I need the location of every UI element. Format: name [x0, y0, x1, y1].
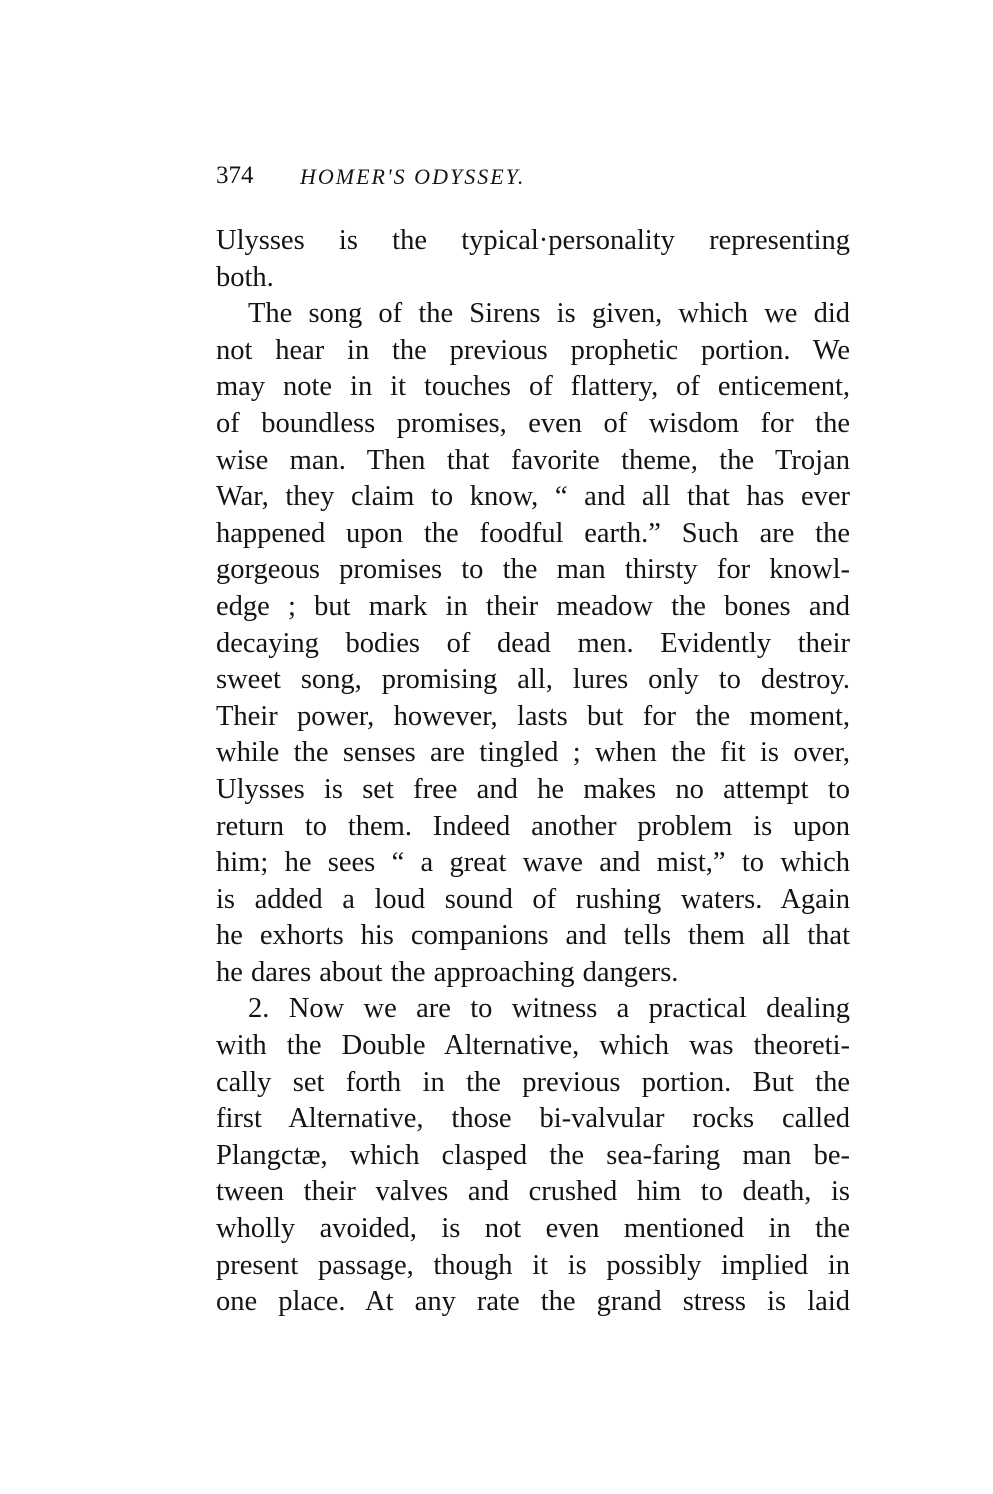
text-line: while the senses are tingled ; when the fit is over, — [216, 737, 850, 769]
text-line: gorgeous promises to the man thirsty for knowl- — [216, 554, 850, 586]
text-line: return to them. Indeed another problem is upon — [216, 810, 850, 842]
text-line: wise man. Then that favorite theme, the Trojan — [216, 444, 850, 476]
text-line: Ulysses is the typical·personality representing — [216, 225, 850, 256]
text-line: one place. At any rate the grand stress is laid — [216, 1286, 850, 1318]
text-line: cally set forth in the previous portion. But the — [216, 1066, 850, 1098]
text-line: Plangctæ, which clasped the sea-faring man be- — [216, 1139, 850, 1171]
text-line: him; he sees “ a great wave and mist,” to which — [216, 847, 850, 879]
text-line: may note in it touches of flattery, of enticement, — [216, 371, 850, 403]
text-line: he exhorts his companions and tells them all that — [216, 920, 850, 952]
text-line: sweet song, promising all, lures only to destroy. — [216, 664, 850, 696]
text-line: is added a loud sound of rushing waters. Again — [216, 883, 850, 915]
text-line: Ulysses is set free and he makes no attempt to — [216, 773, 850, 805]
text-line: not hear in the previous prophetic portion. We — [216, 334, 850, 366]
text-line: wholly avoided, is not even mentioned in the — [216, 1213, 850, 1245]
text-line: tween their valves and crushed him to death, is — [216, 1176, 850, 1208]
text-line: present passage, though it is possibly implied in — [216, 1249, 850, 1281]
text-line: happened upon the foodful earth.” Such are the — [216, 517, 850, 549]
text-line: of boundless promises, even of wisdom for the — [216, 407, 850, 439]
text-line: The song of the Sirens is given, which we did — [248, 298, 850, 330]
text-line: edge ; but mark in their meadow the bones and — [216, 590, 850, 622]
text-line: first Alternative, those bi-valvular rocks called — [216, 1103, 850, 1135]
running-head — [216, 162, 850, 202]
body-text — [216, 223, 850, 1321]
text-line: 2. Now we are to witness a practical dealing — [248, 993, 850, 1025]
running-title: HOMER'S ODYSSEY. — [300, 164, 526, 189]
text-line: War, they claim to know, “ and all that has ever — [216, 481, 850, 513]
text-line: he dares about the approaching dangers. — [216, 956, 679, 988]
text-line: Their power, however, lasts but for the moment, — [216, 700, 850, 732]
page-number: 374 — [216, 162, 254, 189]
text-line: both. — [216, 261, 274, 293]
text-line: with the Double Alternative, which was theoreti- — [216, 1030, 850, 1062]
text-line: decaying bodies of dead men. Evidently their — [216, 627, 850, 659]
